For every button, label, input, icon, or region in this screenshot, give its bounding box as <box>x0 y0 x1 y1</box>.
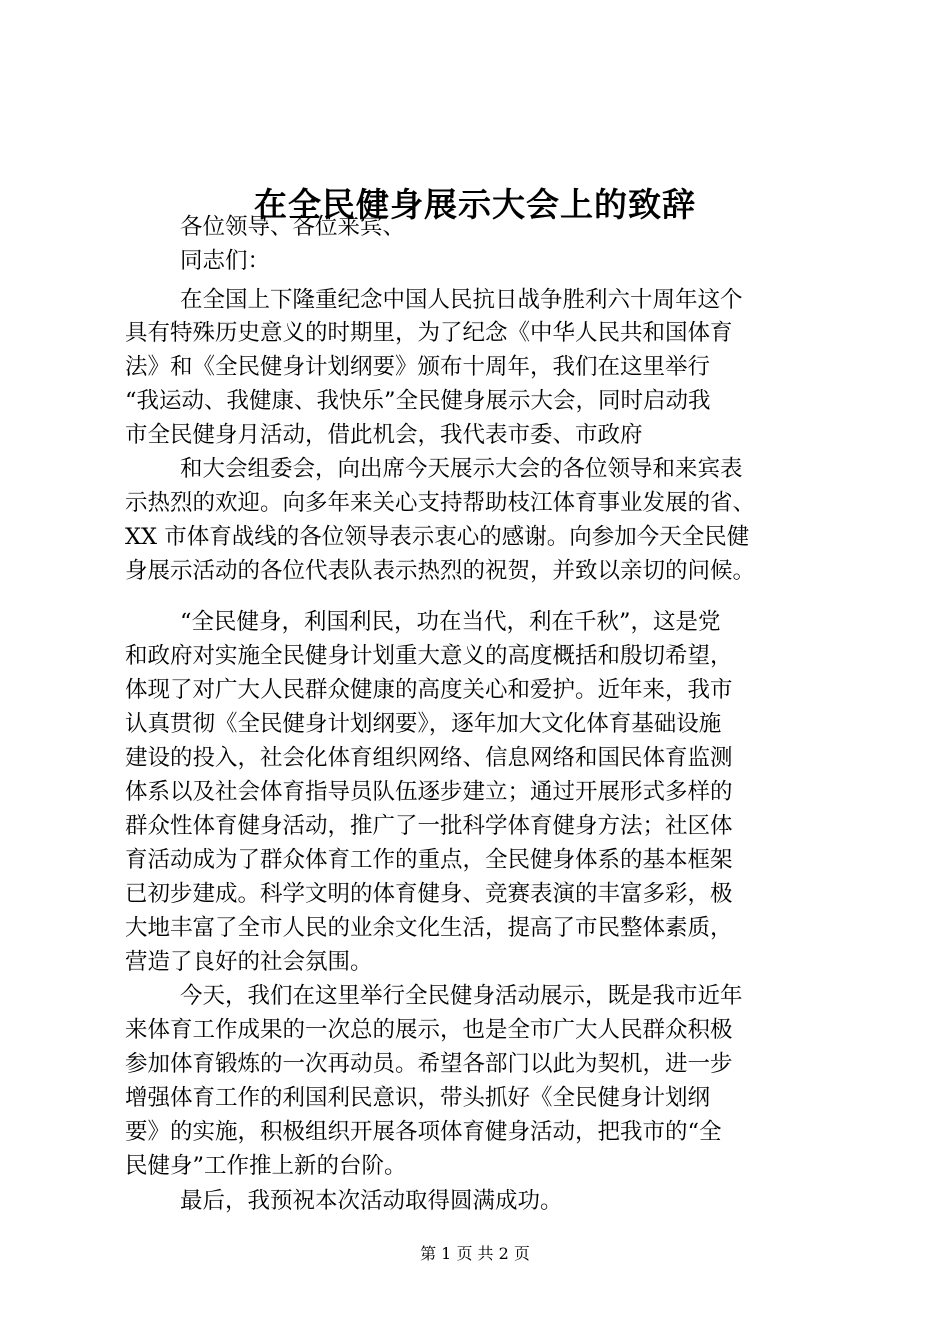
body-text-line: 具有特殊历史意义的时期里，为了纪念《中华人民共和国体育 <box>125 320 733 346</box>
body-text-line: 营造了良好的社会氛围。 <box>125 949 373 975</box>
document-title: 在全民健身展示大会上的致辞 <box>254 185 696 224</box>
body-text-line: 群众性体育健身活动，推广了一批科学体育健身方法；社区体 <box>125 813 733 839</box>
body-text-line: 来体育工作成果的一次总的展示，也是全市广大人民群众积极 <box>125 1017 733 1043</box>
body-text-line: 各位领导、各位来宾、 <box>180 214 406 240</box>
body-text-line: “全民健身，利国利民，功在当代，利在千秋”，这是党 <box>180 609 721 635</box>
body-text-line: 同志们： <box>180 248 271 274</box>
body-text-line: 建设的投入，社会化体育组织网络、信息网络和国民体育监测 <box>125 745 733 771</box>
body-text-line: XX 市体育战线的各位领导表示衷心的感谢。向参加今天全民健 <box>125 524 750 550</box>
body-text-line: 和大会组委会，向出席今天展示大会的各位领导和来宾表 <box>180 456 743 482</box>
page-footer: 第 1 页 共 2 页 <box>420 1244 530 1263</box>
body-text-line: 身展示活动的各位代表队表示热烈的祝贺，并致以亲切的问候。 <box>125 558 756 584</box>
body-text-line: 最后，我预祝本次活动取得圆满成功。 <box>180 1188 563 1214</box>
body-text-line: 认真贯彻《全民健身计划纲要》，逐年加大文化体育基础设施 <box>125 711 722 737</box>
body-text-line: 和政府对实施全民健身计划重大意义的高度概括和殷切希望， <box>125 643 733 669</box>
body-text-line: 增强体育工作的利国利民意识，带头抓好《全民健身计划纲 <box>125 1085 711 1111</box>
body-text-line: 市全民健身月活动，借此机会，我代表市委、市政府 <box>125 422 643 448</box>
body-text-line: 体现了对广大人民群众健康的高度关心和爱护。近年来，我市 <box>125 677 733 703</box>
body-text-line: 在全国上下隆重纪念中国人民抗日战争胜利六十周年这个 <box>180 287 743 313</box>
body-text-line: 大地丰富了全市人民的业余文化生活，提高了市民整体素质， <box>125 915 733 941</box>
body-text-line: 民健身”工作推上新的台阶。 <box>125 1153 407 1179</box>
body-text-line: “我运动、我健康、我快乐”全民健身展示大会，同时启动我 <box>125 388 711 414</box>
body-text-line: 参加体育锻炼的一次再动员。希望各部门以此为契机，进一步 <box>125 1051 733 1077</box>
body-text-line: 要》的实施，积极组织开展各项体育健身活动，把我市的“全 <box>125 1119 722 1145</box>
body-text-line: 示热烈的欢迎。向多年来关心支持帮助枝江体育事业发展的省、 <box>125 490 756 516</box>
body-text-line: 育活动成为了群众体育工作的重点，全民健身体系的基本框架 <box>125 847 733 873</box>
body-text-line: 已初步建成。科学文明的体育健身、竞赛表演的丰富多彩，极 <box>125 881 733 907</box>
body-text-line: 体系以及社会体育指导员队伍逐步建立；通过开展形式多样的 <box>125 779 733 805</box>
body-text-line: 法》和《全民健身计划纲要》颁布十周年，我们在这里举行 <box>125 354 711 380</box>
body-text-line: 今天，我们在这里举行全民健身活动展示，既是我市近年 <box>180 983 743 1009</box>
